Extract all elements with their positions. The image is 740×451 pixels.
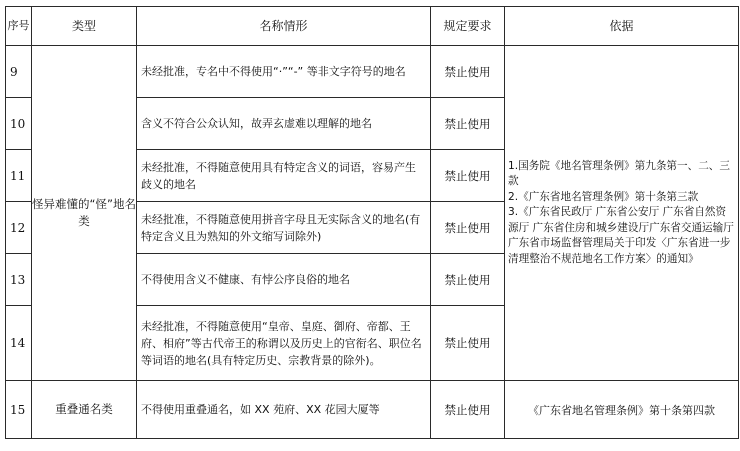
table-row xyxy=(6,381,739,439)
row-num: 13 xyxy=(6,254,32,306)
row-desc: 含义不符合公众认知，故弄玄虚难以理解的地名 xyxy=(137,98,431,150)
basis-item: 2.《广东省地名管理条例》第十条第三款 xyxy=(508,190,699,203)
table-row xyxy=(6,46,739,98)
row-num: 11 xyxy=(6,150,32,202)
row-num: 15 xyxy=(6,381,32,439)
row-num: 9 xyxy=(6,46,32,98)
place-name-regulation-table xyxy=(5,6,739,439)
basis-cell-overlap: 《广东省地名管理条例》第十条第四款 xyxy=(505,381,739,439)
row-desc: 不得使用含义不健康、有悖公序良俗的地名 xyxy=(137,254,431,306)
row-desc: 不得使用重叠通名，如 XX 苑府、XX 花园大厦等 xyxy=(137,381,431,439)
row-requirement: 禁止使用 xyxy=(431,306,505,381)
row-num: 10 xyxy=(6,98,32,150)
regulation-table-container xyxy=(5,6,738,446)
row-num: 14 xyxy=(6,306,32,381)
row-requirement: 禁止使用 xyxy=(431,254,505,306)
row-requirement: 禁止使用 xyxy=(431,381,505,439)
header-name: 名称情形 xyxy=(137,7,431,46)
header-num: 序号 xyxy=(6,7,32,46)
row-requirement: 禁止使用 xyxy=(431,98,505,150)
header-basis: 依据 xyxy=(505,7,739,46)
row-num: 12 xyxy=(6,202,32,254)
row-desc: 未经批准，专名中不得使用“·”“-” 等非文字符号的地名 xyxy=(137,46,431,98)
basis-item: 3.《广东省民政厅 广东省公安厅 广东省自然资源厅 广东省住房和城乡建设厅广东省交通运输厅 广东省市场监督管理局关于印发〈广东省进一步清理整治不规范地名工作方案〉的通知》 xyxy=(508,206,734,265)
row-desc: 未经批准，不得随意使用具有特定含义的词语，容易产生歧义的地名 xyxy=(137,150,431,202)
type-cell-strange: 怪异难懂的“怪”地名类 xyxy=(32,46,137,381)
header-requirement: 规定要求 xyxy=(431,7,505,46)
header-type: 类型 xyxy=(32,7,137,46)
basis-item: 1.国务院《地名管理条例》第九条第一、二、三款 xyxy=(508,159,730,188)
row-desc: 未经批准，不得随意使用拼音字母且无实际含义的地名(有特定含义且为熟知的外文缩写词除外) xyxy=(137,202,431,254)
type-cell-overlap: 重叠通名类 xyxy=(32,381,137,439)
row-desc: 未经批准，不得随意使用“皇帝、皇庭、御府、帝都、王府、相府”等古代帝王的称谓以及历史上的官衔名、职位名等词语的地名(具有特定历史、宗教背景的除外)。 xyxy=(137,306,431,381)
row-requirement: 禁止使用 xyxy=(431,150,505,202)
row-requirement: 禁止使用 xyxy=(431,46,505,98)
row-requirement: 禁止使用 xyxy=(431,202,505,254)
table-header-row xyxy=(6,7,739,46)
basis-cell-strange xyxy=(505,46,739,381)
